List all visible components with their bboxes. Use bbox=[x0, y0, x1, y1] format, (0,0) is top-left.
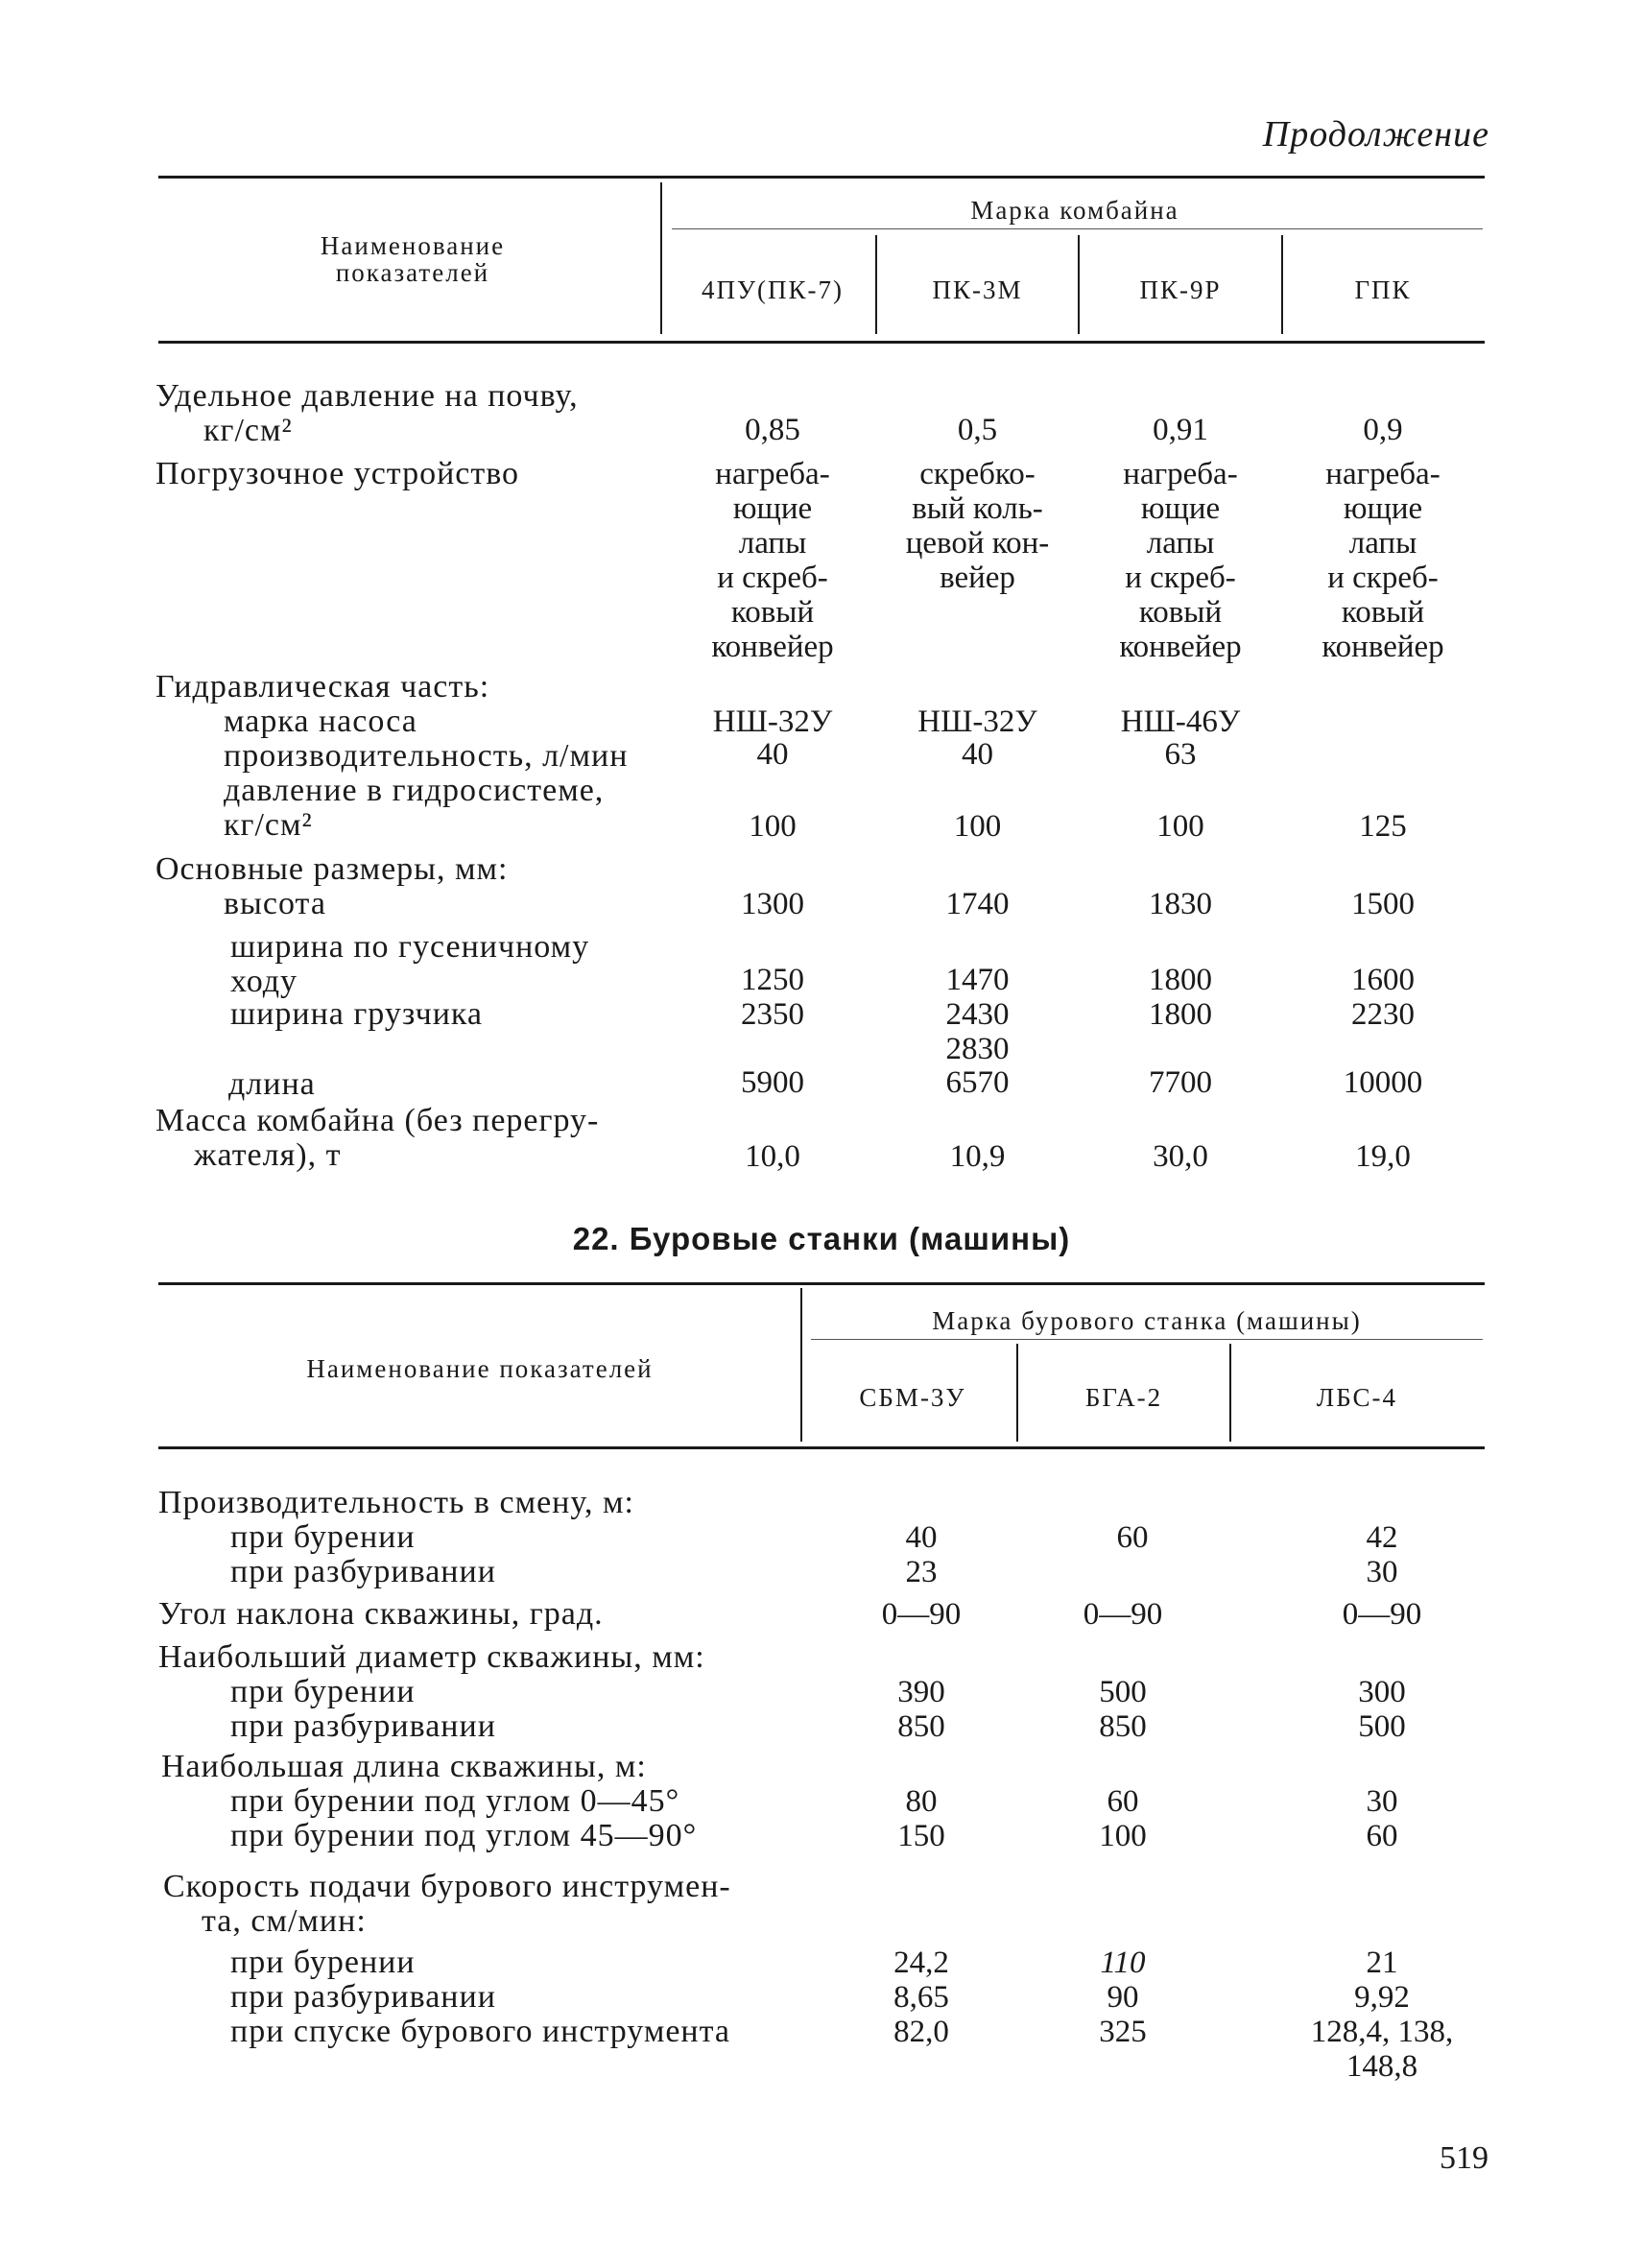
table1-cell: 7700 bbox=[1149, 1065, 1212, 1100]
table1-cell: 1500 bbox=[1351, 887, 1415, 921]
table2-cell: 80 bbox=[905, 1784, 938, 1819]
table1-row-label: Гидравлическая часть: bbox=[155, 669, 490, 704]
table1-cell: 63 bbox=[1164, 737, 1197, 772]
table2-row-label: при бурении bbox=[230, 1945, 416, 1980]
table1-row-label: Погрузочное устройство bbox=[155, 456, 520, 491]
table2-row-label: Наибольший диаметр скважины, мм: bbox=[158, 1639, 705, 1675]
table1-row-label: Удельное давление на почву, кг/см² bbox=[155, 378, 579, 448]
table2-cell: 60 bbox=[1107, 1784, 1139, 1819]
table2-cell: 150 bbox=[897, 1819, 945, 1853]
table2-cell: 21 bbox=[1366, 1946, 1398, 1980]
table1-cell: 2350 bbox=[741, 997, 804, 1032]
table2-row-label: при бурении под углом 45—90° bbox=[230, 1818, 698, 1853]
table1-row-label: давление в гидросистеме, кг/см² bbox=[224, 773, 605, 843]
table1-cell: 40 bbox=[962, 737, 993, 772]
table2-cell: 0—90 bbox=[1342, 1597, 1422, 1632]
table2-cell: 110 bbox=[1100, 1946, 1146, 1980]
table1-cell: НШ-32У bbox=[917, 704, 1037, 739]
table1-header-bottom-rule bbox=[158, 341, 1485, 344]
table1-cell: 1600 bbox=[1351, 963, 1415, 997]
table2-cell: 82,0 bbox=[893, 2015, 949, 2049]
table1-cell: 6570 bbox=[945, 1065, 1010, 1100]
table1-header-name: Наименование показателей bbox=[320, 231, 506, 287]
table2-cell: 42 bbox=[1366, 1520, 1398, 1555]
table2-cell: 100 bbox=[1099, 1819, 1147, 1853]
table2-cell: 40 bbox=[905, 1520, 938, 1555]
table1-row-label: Масса комбайна (без перегру- жателя), т bbox=[155, 1103, 600, 1173]
table1-row-label: ширина грузчика bbox=[230, 996, 483, 1032]
table1-col-header-3: ПК-9Р bbox=[1139, 275, 1222, 304]
table2-cell: 60 bbox=[1116, 1520, 1149, 1555]
table2-cell: 850 bbox=[897, 1709, 945, 1744]
table2-cell: 390 bbox=[897, 1675, 945, 1709]
table1-cell: 1800 bbox=[1149, 963, 1212, 997]
table2-row-label: Угол наклона скважины, град. bbox=[158, 1596, 604, 1632]
table2-row-label: при бурении под углом 0—45° bbox=[230, 1783, 680, 1819]
continuation-label: Продолжение bbox=[1262, 114, 1489, 155]
table1-cell: 19,0 bbox=[1355, 1139, 1411, 1174]
table2-cell: 300 bbox=[1358, 1675, 1406, 1709]
table2-col-header-3: ЛБС-4 bbox=[1316, 1383, 1398, 1412]
table2-header-divider bbox=[800, 1288, 802, 1442]
table1-cell: 100 bbox=[1156, 809, 1204, 844]
table2-cell: 30 bbox=[1366, 1555, 1398, 1589]
table2-header-name: Наименование показателей bbox=[306, 1354, 654, 1383]
table1-cell: 2430 2830 bbox=[945, 997, 1010, 1066]
table1-col-header-1: 4ПУ(ПК-7) bbox=[701, 275, 845, 304]
table1-cell: 1250 bbox=[741, 963, 804, 997]
table2-cell: 500 bbox=[1358, 1709, 1406, 1744]
table1-cell: 0,5 bbox=[957, 413, 998, 447]
table1-header-group: Марка комбайна bbox=[970, 196, 1179, 225]
table1-row-label: длина bbox=[228, 1066, 316, 1102]
table1-cell: 30,0 bbox=[1153, 1139, 1208, 1174]
table1-cell: 1800 bbox=[1149, 997, 1212, 1032]
table2-header-bottom-rule bbox=[158, 1446, 1485, 1449]
table2-col-header-2: БГА-2 bbox=[1084, 1383, 1163, 1412]
table2-cell: 8,65 bbox=[893, 1980, 949, 2015]
table1-cell: 10,9 bbox=[949, 1139, 1006, 1174]
table1-col-header-2: ПК-3М bbox=[932, 275, 1023, 304]
table1-header-divider bbox=[660, 182, 662, 334]
table1-cell: нагреба- ющие лапы и скреб- ковый конвейер bbox=[1322, 457, 1444, 664]
table2-group-rule bbox=[811, 1339, 1483, 1340]
table1-row-label: ширина по гусеничному ходу bbox=[230, 929, 590, 999]
table2-cell: 60 bbox=[1366, 1819, 1398, 1853]
page-number: 519 bbox=[1440, 2140, 1488, 2176]
table2-cell: 23 bbox=[905, 1555, 938, 1589]
table2-cell: 325 bbox=[1099, 2015, 1147, 2049]
table1-row-label: марка насоса bbox=[224, 704, 417, 739]
table1-cell: 1740 bbox=[945, 887, 1010, 921]
table1-cell: нагреба- ющие лапы и скреб- ковый конвейер bbox=[1119, 457, 1242, 664]
table2-row-label: Производительность в смену, м: bbox=[158, 1485, 634, 1520]
table1-group-rule bbox=[672, 228, 1483, 229]
table2-title: 22. Буровые станки (машины) bbox=[572, 1221, 1071, 1256]
table1-cell: 40 bbox=[756, 737, 789, 772]
table1-row-label: Основные размеры, мм: bbox=[155, 851, 509, 887]
table1-cell: 10000 bbox=[1343, 1065, 1423, 1100]
table1-cell: 1300 bbox=[741, 887, 804, 921]
table1-cell: 10,0 bbox=[745, 1139, 800, 1174]
table2-row-label: Наибольшая длина скважины, м: bbox=[161, 1749, 647, 1784]
table2-row-label: при разбуривании bbox=[230, 1708, 496, 1744]
table1-cell: 0,85 bbox=[745, 413, 800, 447]
table2-cell: 9,92 bbox=[1354, 1980, 1410, 2015]
table2-cell: 500 bbox=[1099, 1675, 1147, 1709]
table2-cell: 0—90 bbox=[1083, 1597, 1163, 1632]
table2-cell: 30 bbox=[1366, 1784, 1398, 1819]
table1-cell: скребко- вый коль- цевой кон- вейер bbox=[905, 457, 1050, 595]
table1-cell: НШ-32У bbox=[712, 704, 833, 739]
table2-row-label: при бурении bbox=[230, 1519, 416, 1555]
table2-row-label: при спуске бурового инструмента bbox=[230, 2014, 730, 2049]
table1-row-label: производительность, л/мин bbox=[224, 738, 629, 774]
table1-cell: 100 bbox=[749, 809, 797, 844]
table1-cell: 0,91 bbox=[1153, 413, 1208, 447]
table2-cell: 128,4, 138, 148,8 bbox=[1310, 2015, 1454, 2084]
table2-col-header-1: СБМ-3У bbox=[859, 1383, 966, 1412]
table2-top-rule bbox=[158, 1282, 1485, 1285]
table1-cell: НШ-46У bbox=[1120, 704, 1241, 739]
table1-cell: 1830 bbox=[1149, 887, 1212, 921]
table1-cell: 100 bbox=[953, 809, 1002, 844]
table1-cell: нагреба- ющие лапы и скреб- ковый конвейер bbox=[711, 457, 834, 664]
table2-row-label: Скорость подачи бурового инструмен- та, см/мин: bbox=[163, 1869, 731, 1939]
table2-header-group: Марка бурового станка (машины) bbox=[932, 1306, 1362, 1335]
table1-col-header-4: ГПК bbox=[1354, 275, 1412, 304]
table2-cell: 90 bbox=[1107, 1980, 1139, 2015]
table1-top-rule bbox=[158, 176, 1485, 179]
table1-cell: 0,9 bbox=[1363, 413, 1403, 447]
table2-row-label: при разбуривании bbox=[230, 1979, 496, 2015]
table2-cell: 0—90 bbox=[881, 1597, 962, 1632]
table1-cell: 125 bbox=[1359, 809, 1407, 844]
table2-row-label: при бурении bbox=[230, 1674, 416, 1709]
table2-row-label: при разбуривании bbox=[230, 1554, 496, 1589]
table1-cell: 1470 bbox=[945, 963, 1010, 997]
table2-cell: 24,2 bbox=[893, 1946, 949, 1980]
table2-cell: 850 bbox=[1099, 1709, 1147, 1744]
table1-cell: 5900 bbox=[741, 1065, 804, 1100]
table1-cell: 2230 bbox=[1351, 997, 1415, 1032]
table1-row-label: высота bbox=[224, 886, 326, 921]
